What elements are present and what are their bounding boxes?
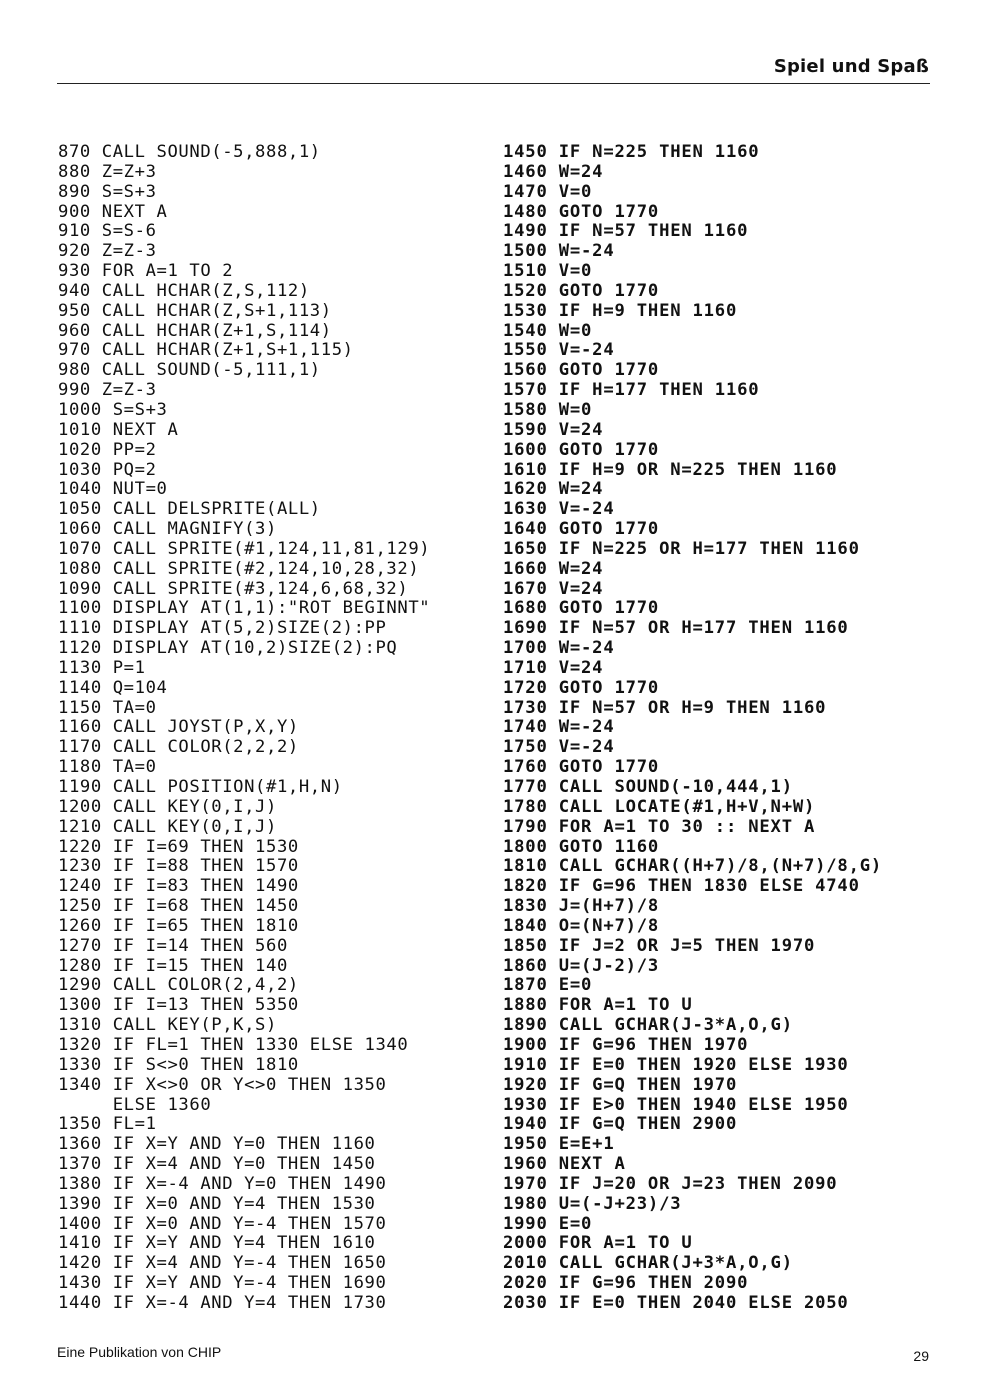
code-line: 1400 IF X=0 AND Y=-4 THEN 1570: [58, 1213, 387, 1234]
code-line: 1910 IF E=0 THEN 1920 ELSE 1930: [503, 1054, 849, 1075]
code-line: 1840 O=(N+7)/8: [503, 915, 660, 936]
code-line: 1470 V=0: [503, 181, 593, 202]
code-line: 2010 CALL GCHAR(J+3*A,O,G): [503, 1253, 793, 1274]
code-line: 1580 W=0: [503, 399, 593, 420]
code-line: 1490 IF N=57 THEN 1160: [503, 221, 749, 242]
code-line: 1900 IF G=96 THEN 1970: [503, 1034, 749, 1055]
code-line: 1410 IF X=Y AND Y=4 THEN 1610: [58, 1233, 376, 1254]
code-line: 1340 IF X<>0 OR Y<>0 THEN 1350: [58, 1074, 387, 1095]
code-line: 1950 E=E+1: [503, 1134, 615, 1155]
code-line: 890 S=S+3: [58, 181, 157, 202]
code-line: 1760 GOTO 1770: [503, 757, 660, 778]
code-column-left: [58, 143, 430, 1314]
code-line: 1520 GOTO 1770: [503, 280, 660, 301]
section-title: Spiel und Spaß: [773, 56, 929, 77]
code-line: 1380 IF X=-4 AND Y=0 THEN 1490: [58, 1173, 387, 1194]
code-line: 1660 W=24: [503, 558, 604, 579]
code-line: 1590 V=24: [503, 419, 604, 440]
code-line: 1720 GOTO 1770: [503, 677, 660, 698]
code-line: 1370 IF X=4 AND Y=0 THEN 1450: [58, 1154, 376, 1175]
code-line: 1040 NUT=0: [58, 479, 168, 500]
code-line: 1980 U=(-J+23)/3: [503, 1193, 682, 1214]
code-line: 1700 W=-24: [503, 638, 615, 659]
page-number: 29: [913, 1348, 929, 1364]
code-line: 1220 IF I=69 THEN 1530: [58, 836, 299, 857]
code-line: 1600 GOTO 1770: [503, 439, 660, 460]
code-line: 1830 J=(H+7)/8: [503, 896, 660, 917]
code-line: 1930 IF E>0 THEN 1940 ELSE 1950: [503, 1094, 849, 1115]
code-line: 1770 CALL SOUND(-10,444,1): [503, 777, 793, 797]
code-line: 930 FOR A=1 TO 2: [58, 261, 234, 282]
code-line: 940 CALL HCHAR(Z,S,112): [58, 280, 310, 301]
code-line: ELSE 1360: [58, 1094, 212, 1115]
code-line: 1450 IF N=225 THEN 1160: [503, 142, 760, 162]
code-line: 1740 W=-24: [503, 717, 615, 738]
code-line: 1300 IF I=13 THEN 5350: [58, 995, 299, 1016]
code-line: 1630 V=-24: [503, 499, 615, 520]
code-line: 1230 IF I=88 THEN 1570: [58, 856, 299, 877]
code-line: 1560 GOTO 1770: [503, 360, 660, 381]
code-line: 950 CALL HCHAR(Z,S+1,113): [58, 300, 332, 321]
code-line: 1360 IF X=Y AND Y=0 THEN 1160: [58, 1134, 376, 1155]
code-line: 1680 GOTO 1770: [503, 598, 660, 619]
code-line: 1550 V=-24: [503, 340, 615, 361]
code-line: 1150 TA=0: [58, 697, 157, 718]
code-line: 1940 IF G=Q THEN 2900: [503, 1114, 738, 1135]
code-line: 1970 IF J=20 OR J=23 THEN 2090: [503, 1173, 838, 1194]
code-line: 1010 NEXT A: [58, 419, 179, 440]
code-line: 880 Z=Z+3: [58, 161, 157, 182]
code-line: 1240 IF I=83 THEN 1490: [58, 876, 299, 897]
code-line: 1570 IF H=177 THEN 1160: [503, 380, 760, 401]
code-line: 1890 CALL GCHAR(J-3*A,O,G): [503, 1015, 793, 1036]
code-line: 1210 CALL KEY(0,I,J): [58, 816, 277, 837]
code-line: 1870 E=0: [503, 975, 593, 996]
code-line: 1190 CALL POSITION(#1,H,N): [58, 777, 343, 797]
code-line: 1990 E=0: [503, 1213, 593, 1234]
code-line: 1260 IF I=65 THEN 1810: [58, 915, 299, 936]
code-line: 1670 V=24: [503, 578, 604, 599]
code-line: 1280 IF I=15 THEN 140: [58, 955, 288, 976]
code-line: 1030 PQ=2: [58, 459, 157, 480]
code-line: 1800 GOTO 1160: [503, 836, 660, 857]
code-line: 2020 IF G=96 THEN 2090: [503, 1273, 749, 1294]
code-line: 1440 IF X=-4 AND Y=4 THEN 1730: [58, 1292, 387, 1313]
code-line: 1110 DISPLAY AT(5,2)SIZE(2):PP: [58, 618, 387, 639]
code-line: 1640 GOTO 1770: [503, 519, 660, 540]
code-line: 1750 V=-24: [503, 737, 615, 758]
code-line: 1790 FOR A=1 TO 30 :: NEXT A: [503, 816, 816, 837]
code-line: 920 Z=Z-3: [58, 241, 157, 262]
code-line: 1860 U=(J-2)/3: [503, 955, 660, 976]
header-divider: [57, 83, 930, 84]
code-line: 1130 P=1: [58, 657, 146, 678]
code-line: 1000 S=S+3: [58, 399, 168, 420]
code-line: 1330 IF S<>0 THEN 1810: [58, 1054, 299, 1075]
code-line: 910 S=S-6: [58, 221, 157, 242]
code-line: 1920 IF G=Q THEN 1970: [503, 1074, 738, 1095]
code-line: 1050 CALL DELSPRITE(ALL): [58, 499, 321, 520]
code-line: 870 CALL SOUND(-5,888,1): [58, 142, 321, 162]
code-line: 1430 IF X=Y AND Y=-4 THEN 1690: [58, 1273, 387, 1294]
code-line: 1530 IF H=9 THEN 1160: [503, 300, 738, 321]
publisher-note: Eine Publikation von CHIP: [57, 1344, 222, 1360]
code-line: 1780 CALL LOCATE(#1,H+V,N+W): [503, 796, 816, 817]
code-line: 1620 W=24: [503, 479, 604, 500]
code-line: 970 CALL HCHAR(Z+1,S+1,115): [58, 340, 354, 361]
code-line: 1420 IF X=4 AND Y=-4 THEN 1650: [58, 1253, 387, 1274]
code-line: 1880 FOR A=1 TO U: [503, 995, 693, 1016]
code-line: 1020 PP=2: [58, 439, 157, 460]
code-line: 1200 CALL KEY(0,I,J): [58, 796, 277, 817]
code-line: 1690 IF N=57 OR H=177 THEN 1160: [503, 618, 849, 639]
code-line: 1820 IF G=96 THEN 1830 ELSE 4740: [503, 876, 860, 897]
code-line: 1140 Q=104: [58, 677, 168, 698]
code-line: 960 CALL HCHAR(Z+1,S,114): [58, 320, 332, 341]
code-column-right: [503, 143, 882, 1314]
code-line: 1310 CALL KEY(P,K,S): [58, 1015, 277, 1036]
code-line: 1460 W=24: [503, 161, 604, 182]
code-line: 1180 TA=0: [58, 757, 157, 778]
code-line: 1080 CALL SPRITE(#2,124,10,28,32): [58, 558, 420, 579]
code-line: 1850 IF J=2 OR J=5 THEN 1970: [503, 935, 816, 956]
code-line: 990 Z=Z-3: [58, 380, 157, 401]
code-line: 2000 FOR A=1 TO U: [503, 1233, 693, 1254]
code-line: 1060 CALL MAGNIFY(3): [58, 519, 277, 540]
code-line: 900 NEXT A: [58, 201, 168, 222]
code-line: 1320 IF FL=1 THEN 1330 ELSE 1340: [58, 1034, 409, 1055]
code-line: 1810 CALL GCHAR((H+7)/8,(N+7)/8,G): [503, 856, 883, 877]
code-line: 1390 IF X=0 AND Y=4 THEN 1530: [58, 1193, 376, 1214]
code-line: 1350 FL=1: [58, 1114, 157, 1135]
code-line: 1710 V=24: [503, 657, 604, 678]
code-line: 1170 CALL COLOR(2,2,2): [58, 737, 299, 758]
code-line: 1090 CALL SPRITE(#3,124,6,68,32): [58, 578, 409, 599]
code-line: 1270 IF I=14 THEN 560: [58, 935, 288, 956]
code-line: 1480 GOTO 1770: [503, 201, 660, 222]
code-line: 1540 W=0: [503, 320, 593, 341]
code-line: 980 CALL SOUND(-5,111,1): [58, 360, 321, 381]
code-line: 2030 IF E=0 THEN 2040 ELSE 2050: [503, 1292, 849, 1313]
code-line: 1510 V=0: [503, 261, 593, 282]
code-line: 1960 NEXT A: [503, 1154, 626, 1175]
code-line: 1730 IF N=57 OR H=9 THEN 1160: [503, 697, 827, 718]
code-line: 1160 CALL JOYST(P,X,Y): [58, 717, 299, 738]
code-line: 1250 IF I=68 THEN 1450: [58, 896, 299, 917]
code-line: 1650 IF N=225 OR H=177 THEN 1160: [503, 538, 860, 559]
code-line: 1120 DISPLAY AT(10,2)SIZE(2):PQ: [58, 638, 398, 659]
code-line: 1100 DISPLAY AT(1,1):"ROT BEGINNT": [58, 598, 431, 619]
code-line: 1290 CALL COLOR(2,4,2): [58, 975, 299, 996]
code-line: 1070 CALL SPRITE(#1,124,11,81,129): [58, 538, 431, 559]
code-line: 1610 IF H=9 OR N=225 THEN 1160: [503, 459, 838, 480]
code-line: 1500 W=-24: [503, 241, 615, 262]
